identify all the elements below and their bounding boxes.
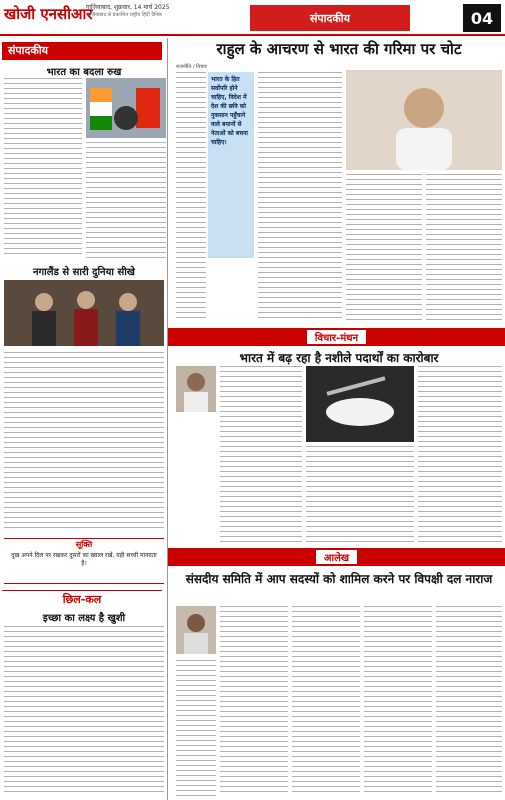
alekh-author-portrait-icon [176,606,216,654]
people-photo-icon [4,280,164,346]
article-text-block [4,352,164,532]
page-number: 04 [463,4,501,32]
flags-photo-icon [86,78,166,138]
date-line: गाज़ियाबाद, शुक्रवार, 14 मार्च 2025 [86,4,170,11]
article-text-block [306,446,414,542]
byline: राजनीति / विचार [176,64,207,70]
article-text-block [220,366,302,542]
article-text-block [292,606,360,796]
left-column [0,38,168,800]
column-headline: इच्छा का लक्ष्य है खुशी [42,613,126,624]
author-photo [176,366,216,412]
article-text-block [176,660,216,796]
article-text-block [4,626,164,796]
quote-text: दुख अपने दिल पर रखकर दूसरों का ख्याल रखें, यही सच्ची मानवता है। [11,552,157,567]
newspaper-logo: खोजी एनसीआर [4,5,93,23]
article-text-block [346,174,422,322]
main-headline: राहुल के आचरण से भारत की गरिमा पर चोट [216,40,462,58]
section-label: संपादकीय [2,42,162,60]
sub-line: गाज़ियाबाद से प्रकाशित राष्ट्रीय हिंदी दैनिक [86,12,162,18]
article-text-block [220,606,288,796]
alekh-banner [168,548,505,566]
nagaland-photo [4,280,164,346]
vichar-headline: भारत में बढ़ रहा है नशीले पदार्थों का कारोबार [239,351,439,365]
portrait-photo-icon [346,70,502,170]
section-banner: संपादकीय [250,5,410,31]
vichar-manthan-banner [168,328,505,346]
article-text-block [4,78,82,258]
author-portrait-icon [176,366,216,412]
column-label: छिल-कल [2,590,162,608]
left-headline-1: भारत का बदला रुख [46,67,122,78]
vichar-manthan-label: विचार-मंथन [307,330,366,344]
article-text-block [418,366,502,542]
drugs-photo-icon [306,366,414,442]
article-text-block [364,606,432,796]
drugs-photo [306,366,414,442]
alekh-label: आलेख [316,550,357,564]
quote-box [4,538,164,584]
alekh-author-photo [176,606,216,654]
masthead [0,0,505,36]
quote-title: सूक्ति [4,539,164,550]
article-photo [86,78,166,138]
pull-quote [208,72,254,258]
article-text-block [86,142,166,258]
article-text-block [176,72,206,322]
politician-photo [346,70,502,170]
pull-quote-text: भारत के हित सर्वोपरि होने चाहिए, विदेश में देश की छवि को नुकसान पहुँचाने वाले बयानों से नेताओं को बचना चाहिए। [211,76,248,146]
article-text-block [426,174,502,322]
left-headline-2: नगालैंड से सारी दुनिया सीखे [33,267,135,278]
article-text-block [436,606,502,796]
article-text-block [258,72,342,322]
alekh-headline: संसदीय समिति में आप सदस्यों को शामिल करने पर विपक्षी दल नाराज [185,572,493,586]
